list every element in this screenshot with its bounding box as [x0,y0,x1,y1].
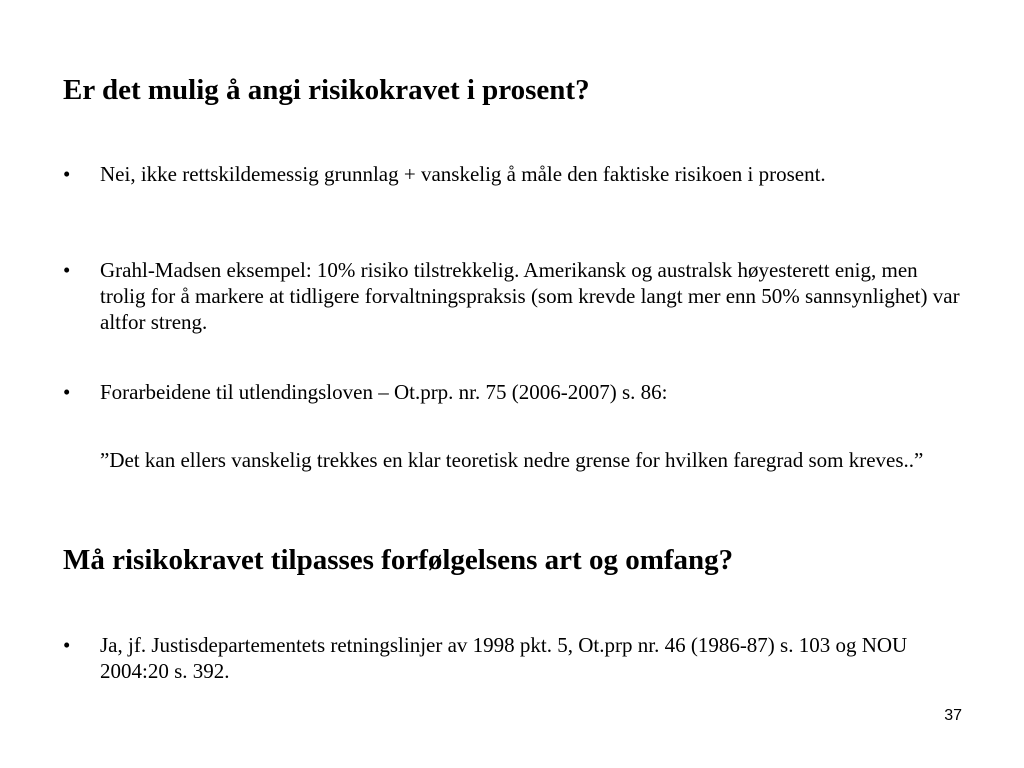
bullet-text: Grahl-Madsen eksempel: 10% risiko tilstrekkelig. Amerikansk og australsk høyesterett enig, men trolig for å markere at tidligere forvaltningspraksis (som krevde langt mer enn 50% sannsynlighet) var altfor streng. [100,258,960,334]
quote-text: ”Det kan ellers vanskelig trekkes en klar teoretisk nedre grense for hvilken faregrad som kreves..” [100,448,924,472]
bullet-marker: • [63,633,71,657]
bullet-text: Forarbeidene til utlendingsloven – Ot.prp. nr. 75 (2006-2007) s. 86: [100,380,668,404]
bullet-text: Ja, jf. Justisdepartementets retningslinjer av 1998 pkt. 5, Ot.prp nr. 46 (1986-87) s. 103 og NOU 2004:20 s. 392. [100,633,908,683]
heading-risk-adjustment: Må risikokravet tilpasses forfølgelsens art og omfang? [63,544,734,576]
page-number: 37 [944,707,962,724]
bullet-marker: • [63,162,71,186]
bullet-marker: • [63,380,71,404]
heading-risk-percent: Er det mulig å angi risikokravet i prosent? [63,74,590,106]
bullet-marker: • [63,258,71,282]
bullet-text: Nei, ikke rettskildemessig grunnlag + vanskelig å måle den faktiske risikoen i prosent. [100,162,826,186]
